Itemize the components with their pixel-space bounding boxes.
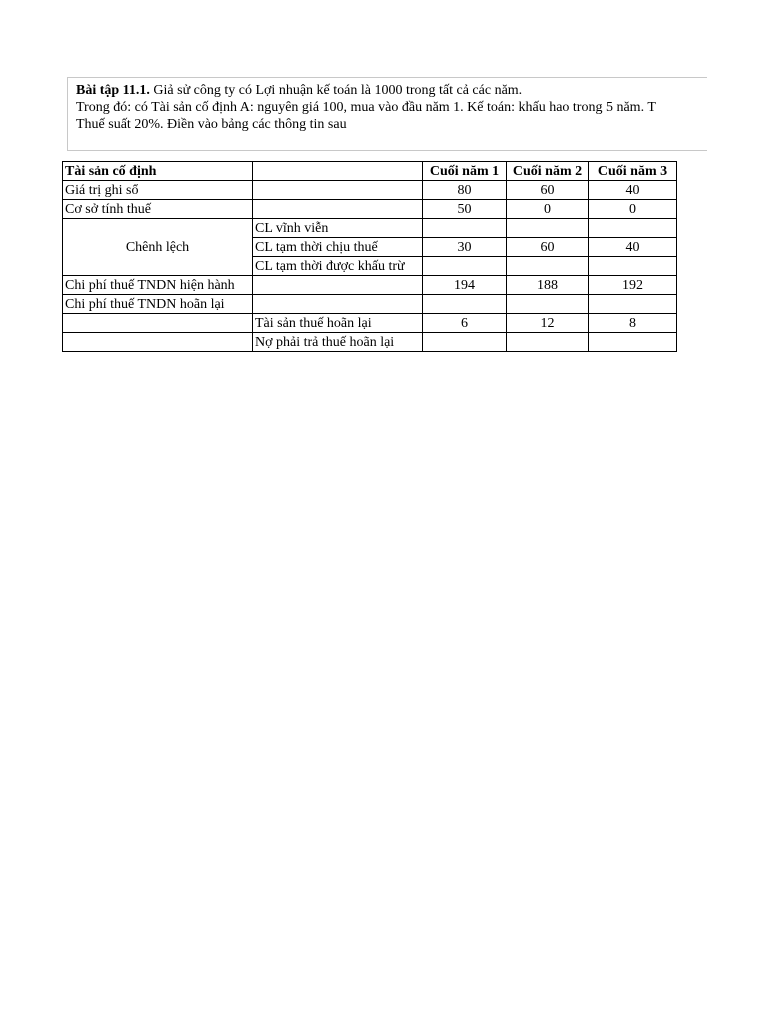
cell-year-3: 40 [589,238,677,257]
row-sublabel: Tài sản thuế hoãn lại [253,314,423,333]
problem-line-3: Thuế suất 20%. Điền vào bảng các thông tin sau [76,117,347,132]
row-label: Cơ sở tính thuế [63,200,253,219]
cell-year-3 [589,295,677,314]
table-row-current-tax-expense [63,276,677,295]
header-label-cell: Tài sản cố định [63,162,253,181]
cell-year-2: 12 [507,314,589,333]
cell-year-1 [423,219,507,238]
cell-year-2: 60 [507,181,589,200]
row-sublabel [253,181,423,200]
row-sublabel: Nợ phải trả thuế hoãn lại [253,333,423,352]
row-sublabel: CL tạm thời chịu thuế [253,238,423,257]
problem-statement [67,77,707,151]
table-header-row [63,162,677,181]
row-sublabel: CL vĩnh viễn [253,219,423,238]
cell-year-1 [423,333,507,352]
problem-line-1-text: Giả sử công ty có Lợi nhuận kế toán là 1000 trong tất cả các năm. [149,83,523,98]
cell-year-2 [507,295,589,314]
row-sublabel: CL tạm thời được khấu trừ [253,257,423,276]
cell-year-3 [589,219,677,238]
cell-year-2 [507,257,589,276]
problem-line-1 [76,82,707,99]
header-sub-cell [253,162,423,181]
fixed-asset-tax-table [62,161,677,352]
problem-title: Bài tập 11.1. [76,83,150,98]
row-label: Giá trị ghi sổ [63,181,253,200]
cell-year-1: 6 [423,314,507,333]
table-row-deferred-tax-expense [63,295,677,314]
cell-year-1 [423,295,507,314]
row-label [63,314,253,333]
row-label: Chi phí thuế TNDN hoãn lại [63,295,253,314]
row-sublabel [253,276,423,295]
cell-year-2: 188 [507,276,589,295]
cell-year-3 [589,257,677,276]
cell-year-3: 0 [589,200,677,219]
cell-year-3 [589,333,677,352]
cell-year-2: 60 [507,238,589,257]
cell-year-1: 194 [423,276,507,295]
cell-year-2 [507,219,589,238]
table-row-permanent-difference [63,219,677,238]
cell-year-1 [423,257,507,276]
cell-year-2 [507,333,589,352]
table-row-deferred-tax-liability [63,333,677,352]
cell-year-1: 80 [423,181,507,200]
row-label [63,333,253,352]
cell-year-3: 40 [589,181,677,200]
row-label: Chi phí thuế TNDN hiện hành [63,276,253,295]
header-year-2: Cuối năm 2 [507,162,589,181]
difference-group-label: Chênh lệch [63,219,253,276]
problem-line-2: Trong đó: có Tài sản cố định A: nguyên giá 100, mua vào đầu năm 1. Kế toán: khấu hao trong 5 năm. T [76,100,656,115]
row-sublabel [253,295,423,314]
cell-year-3: 8 [589,314,677,333]
table-row-book-value [63,181,677,200]
table-row-tax-base [63,200,677,219]
row-sublabel [253,200,423,219]
cell-year-3: 192 [589,276,677,295]
header-year-3: Cuối năm 3 [589,162,677,181]
table-row-deferred-tax-asset [63,314,677,333]
cell-year-1: 50 [423,200,507,219]
cell-year-2: 0 [507,200,589,219]
cell-year-1: 30 [423,238,507,257]
header-year-1: Cuối năm 1 [423,162,507,181]
